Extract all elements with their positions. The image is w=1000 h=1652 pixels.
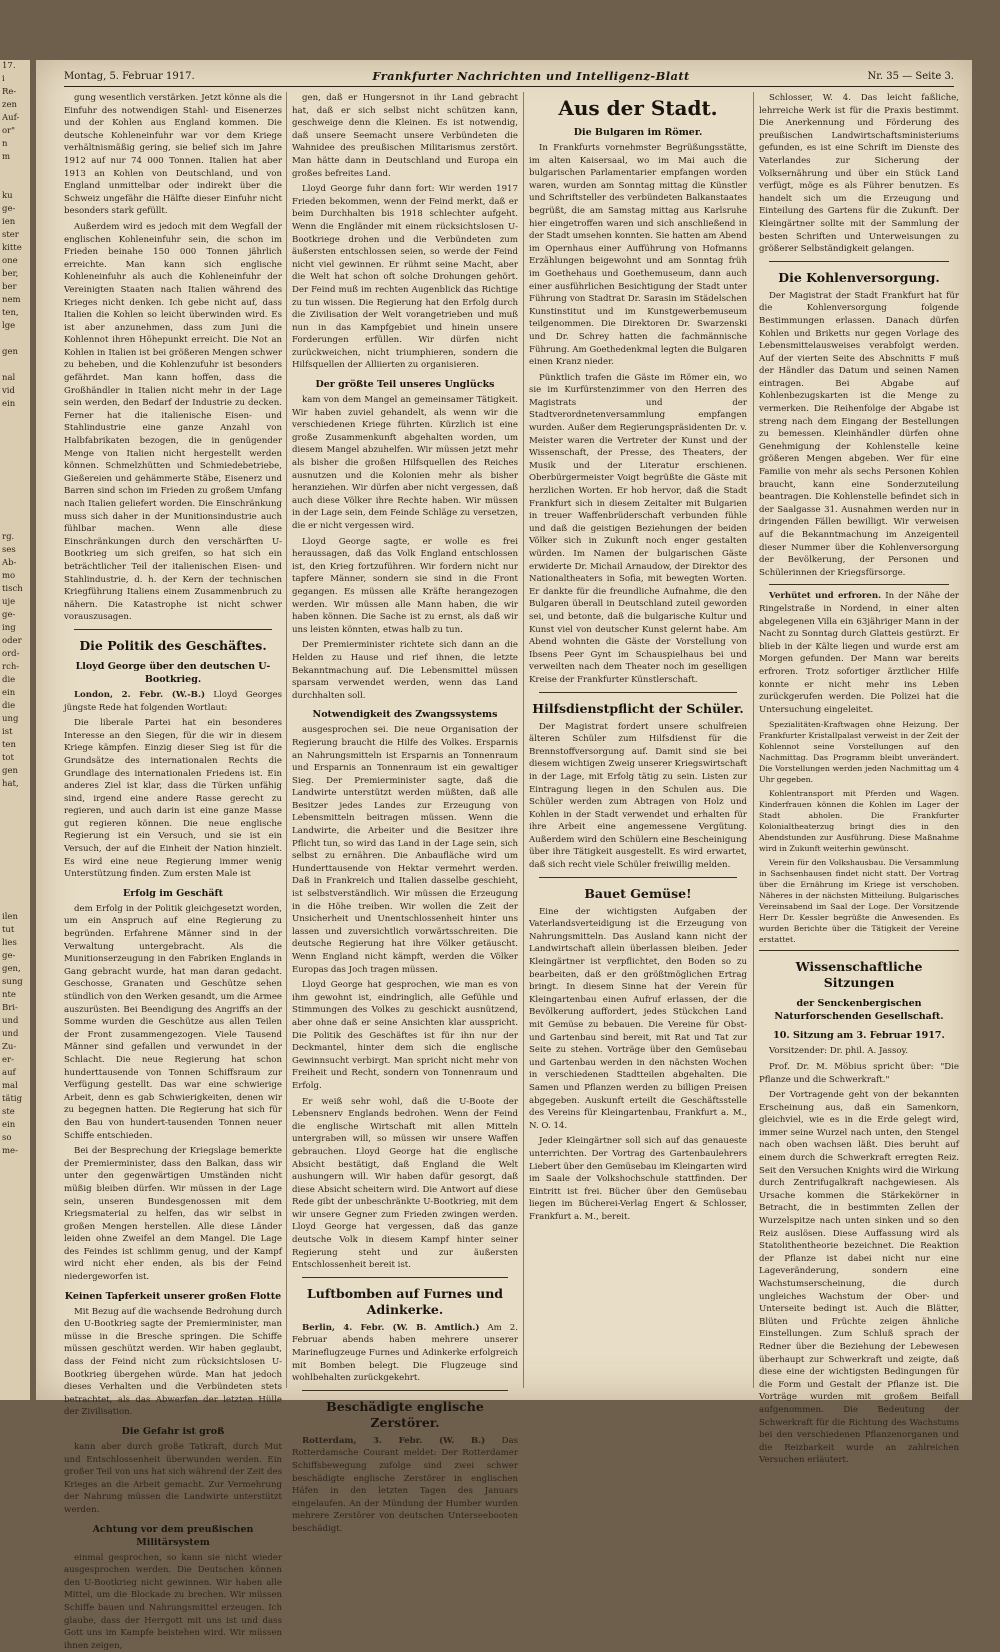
article-text: Das Rotterdamsche Courant meldet: Der Rotterdamer Schiffsbewegung zufolge sind zwei schwer beschädigte englische Zerstörer in englischen Häfen in den letzten Tagen des Januars eingelaufen. An der Mündung der Humber wurden mehrere Zerstörer von deutschen Unterseebooten beschädigt.: [292, 1435, 518, 1534]
article-paragraph: Kohlentransport mit Pferden und Wagen. Kinderfrauen können die Kohlen im Lager der Stadt abholen. Die Frankfurter Kolonialtheaterzug bringt dies in den Abendstunden zur Ausführung. Diese Maßnahme wird in Zukunft weiterhin gewünscht.: [759, 789, 959, 854]
article-paragraph: Lloyd George hat gesprochen, wie man es von ihm gewohnt ist, eindringlich, alle Gefühle und Stimmungen des Volkes zu geschickt ausnützend, aber ohne daß er seine Ansichten klar ausspricht. Die Politik des Geschäftes ist für ihn nur der Deckmantel, hinter dem sich die englische Gewinnsucht verbirgt. Man spricht nicht mehr von Freiheit und Recht, sondern von Tonnenraum und Erfolg.: [292, 980, 518, 1091]
headline-hilfsdienst: Hilfsdienstpflicht der Schüler.: [532, 700, 744, 716]
previous-page-text-fragment: sung: [2, 977, 23, 987]
previous-page-text-fragment: ste: [2, 1107, 15, 1117]
article-paragraph: Außerdem wird es jedoch mit dem Wegfall der englischen Kohleneinfuhr sein, die schon im Frieden beinahe 150 000 Tonnen jährlich erreichte. Man kann sich englische Kohleneinfuhr als auch die Kohleneinfuhr der Vereinigten Staaten nach Italien während des Krieges nicht denken. Ich gebe nicht auf, dass Italien die Kohlen so leicht überwinden wird. Es ist aber anzunehmen, dass zum Juni die Kohlennot ihren Höhepunkt erreicht. Die Not an Kohlen in Italien ist bei größeren Mengen schwer zu beheben, und die Kohlenzufuhr ist besonders gefährdet. Man kann hoffen, dass die Großhändler in Italien nicht mehr in der Lage sein werden, den Bedarf der Industrie zu decken. Ferner hat die italienische Eisen- und Stahlindustrie eine ganze Anzahl von Halbfabrikaten bezogen, die in genügender Menge von Italien nicht hergestellt werden können. Schmelzhütten und Schmiedebetriebe, Gießereien und gehämmerte Stäbe, Eisenerz und Barren sind schon im Frieden zu großem Umfang nach Italien geliefert worden. Die Einschränkung muss sich daher in der Munitionsindustrie auch fühlbar machen. Wenn alle diese Einschränkungen durch den verschärften U-Bootkrieg um sich greifen, so hat sich ein beträchtlicher Teil der italienischen Eisen- und Stahlindustrie, d. h. der Kern der technischen Kriegführung Italiens einem Zusammenbruch zu nähern. Die Katastrophe ist nicht schwer vorauszusagen.: [64, 221, 282, 623]
article-paragraph: [759, 590, 959, 716]
previous-page-text-fragment: Ab-: [2, 558, 17, 568]
article-paragraph: Bei der Besprechung der Kriegslage bemerkte der Premierminister, dass den Balkan, dass wir unter den gegenwärtigen Umständen nicht müßig bleiben dürfen. Wir müssen in der Lage sein, unseren Bundesgenossen mit dem Kriegsmaterial zu helfen, das wir selbst in großen Mengen herstellen. Alle diese Länder leiden ohne Zweifel an dem Mangel. Die Lage des Feindes ist schlimm genug, und der Kampf wird nicht eher enden, als bis der Feind niedergeworfen ist.: [64, 1146, 282, 1283]
article-paragraph: Mit Bezug auf die wachsende Bedrohung durch den U-Bootkrieg sagte der Premierminister, man müsse in die Bresche springen. Die Schiffe müssen geschützt werden. Wir haben geglaubt, dass der Feind nicht zum rücksichtslosen U-Bootkrieg übergehen würde. Man hat jedoch dieses Verhalten und die Verbündeten stets betrachtet, als das Abwerfen der letzten Hülle der Zivilisation.: [64, 1306, 282, 1418]
subheadline-lloyd-george: Lloyd George über den deutschen U-Bootkrieg.: [75, 660, 271, 685]
previous-page-text-fragment: 17.: [2, 61, 16, 71]
previous-page-text-fragment: ein: [2, 399, 16, 409]
article-paragraph: Der Magistrat der Stadt Frankfurt hat für die Kohlenversorgung folgende Bestimmungen erlassen. Danach dürfen Kohlen und Briketts nur gegen Vorlage des Lebensmittelausweises verabfolgt werden. Auf der vierten Seite des Abschnitts F muß der Händler das Datum und seinen Namen eintragen. Bei Abgabe auf Kohlenbezugskarten ist die Menge zu vermerken. Die Reihenfolge der Abgabe ist streng nach dem Eingang der Bestellungen zu bemessen. Kleinhändler dürfen ohne Genehmigung der Kohlenstelle keine größeren Mengen abgeben. Wer für eine Familie von mehr als sechs Personen Kohlen braucht, kann eine Sonderzuteilung beantragen. Die Kohlenstelle befindet sich in der Saalgasse 31. Ausnahmen werden nur in dringenden Fällen bewilligt. Wir verweisen auf die Bekanntmachung im Anzeigenteil dieser Nummer über die Kohlenversorgung der Bevölkerung, der Personen und Schülerinnen der Kriegsfürsorge.: [759, 290, 959, 578]
previous-page-text-fragment: gen,: [2, 964, 21, 974]
previous-page-text-fragment: or": [2, 126, 16, 136]
previous-page-text-fragment: tot: [2, 753, 14, 763]
header-date: Montag, 5. Februar 1917.: [64, 70, 195, 82]
previous-page-fragments-top: [0, 60, 30, 411]
previous-page-text-fragment: zen: [2, 100, 17, 110]
article-paragraph: Die liberale Partei hat ein besonderes Interesse an den Siegen, für die wir in diesem Kriege kämpfen. Einzig dieser Sieg ist für die Grundsätze des internationalen Rechts die Grundlage des internationalen Friedens ist. Ein anderes Ziel ist klar, dass die Türken unfähig sind, irgend eine andere Rasse gerecht zu regieren, und auch darin ist eine ganze Masse gut regieren können. Die neue englische Regierung ist ein Versuch, und sie ist ein Versuch, der auf die Einheit der Nation hinzielt. Es wird eine neue Regierung immer wenig Unterstützung finden. Zum ersten Male ist: [64, 718, 282, 880]
previous-page-text-fragment: gen: [2, 766, 18, 776]
article-paragraph: Spezialitäten-Kraftwagen ohne Heizung. Der Frankfurter Kristallpalast verweist in der Zeit der Kohlennot seine Vorstellungen auf den Nachmittag. Das Programm bleibt unverändert. Die Vorstellungen werden jeden Nachmittag um 4 Uhr gegeben.: [759, 720, 959, 785]
previous-page-text-fragment: Auf-: [2, 113, 20, 123]
session-speaker: Prof. Dr. M. Möbius spricht über: "Die Pflanze und die Schwerkraft.": [759, 1061, 959, 1085]
previous-page-text-fragment: [0, 164, 30, 177]
previous-page-text-fragment: [0, 333, 30, 346]
previous-page-text-fragment: ses: [2, 545, 16, 555]
headline-luftbomben: Luftbomben auf Furnes und Adinkerke.: [306, 1285, 504, 1317]
section-rule: [302, 1277, 508, 1278]
header-rule: [64, 86, 954, 87]
section-rule: [759, 950, 959, 951]
previous-page-text-fragment: so: [2, 1133, 12, 1143]
article-paragraph: ausgesprochen sei. Die neue Organisation der Regierung braucht die Hilfe des Volkes. Ersparnis an Nahrungsmitteln ist Ersparnis an Tonnenraum und Ersparnis an Tonnenraum ist ein gewaltiger Sieg. Der Premierminister sagte, daß die Landwirte unterstützt werden müßten, daß alle Besitzer jedes Landes zur Erzeugung von Lebensmitteln beitragen müssen. Wenn die Landwirte, die Arbeiter und die Besitzer ihre Pflicht tun, so wird das Land in der Lage sein, sich selbst zu ernähren. Die Anbaufläche wird um Hunderttausende von Hektar vermehrt werden. Daß in Frankreich und Italien dasselbe geschieht, ist selbstverständlich. Wir müssen die Erzeugung in die Höhe treiben. Wir wollen die Zeit der Unsicherheit und Unentschlossenheit hinter uns lassen und zuversichtlich vorwärtsschreiten. Die deutsche Regierung hat ihre Völker getäuscht. Wenn England nicht kämpft, werden die Völker Europas das Joch tragen müssen.: [292, 725, 518, 975]
previous-page-text-fragment: ten: [2, 740, 16, 750]
article-paragraph: einmal gesprochen, so kann sie nicht wieder ausgesprochen werden. Die Deutschen können den U-Bootkrieg nicht gewinnen. Wir haben alle Mittel, um die Blockade zu brechen. Wir müssen Schiffe bauen und Nahrungsmittel erzeugen. Ich glaube, dass der Herrgott mit uns ist und dass Gott uns im Kampfe beistehen wird. Wir müssen ihnen zeigen,: [64, 1552, 282, 1651]
dateline: London, 2. Febr. (W.-B.): [74, 689, 206, 700]
subheadline-flotte: Keinen Tapferkeit unserer großen Flotte: [64, 1290, 282, 1302]
previous-page-text-fragment: mo: [2, 571, 16, 581]
section-rule: [769, 584, 949, 585]
page-header: [64, 66, 954, 86]
dateline: Berlin, 4. Febr. (W. B. Amtlich.): [302, 1322, 480, 1333]
previous-page-text-fragment: ung: [2, 714, 19, 724]
article-text: In der Nähe der Ringelstraße in Nordend, in einer alten abgelegenen Villa ein 63jähriger Mann in der Nacht zu Sonntag durch Glatteis gestürzt. Er blieb in der Kälte liegen und wurde erst am Morgen gefunden. Der Mann war bereits erfroren. Trotz sofortiger ärztlicher Hilfe konnte er nicht mehr ins Leben zurückgerufen werden. Die Polizei hat die Untersuchung eingeleitet.: [759, 591, 960, 715]
article-paragraph: Pünktlich trafen die Gäste im Römer ein, wo sie im Kurfürstenzimmer von den Herren des Magistrats und der Stadtverordnetenversammlung empfangen wurden. Außer dem Regierungspräsidenten Dr. v. Meister waren die Vertreter der Kunst und der Wissenschaft, der Presse, des Theaters, der Musik und der Literatur erschienen. Oberbürgermeister Voigt begrüßte die Gäste mit herzlichen Worten. Er hob hervor, daß die Stadt Frankfurt sich in diesem Zeitalter mit Bulgarien in treuer Waffenbrüderschaft verbunden fühle und daß die geistigen Beziehungen der beiden Völker sich in Zukunft noch enger gestalten würden. Im Namen der bulgarischen Gäste erwiderte Dr. Michail Arnaudow, der Direktor des Nationaltheaters in Sofia, mit bewegten Worten. Er dankte für die freundliche Aufnahme, die den Bulgaren überall in Deutschland zuteil geworden sei, und betonte, daß die bulgarische Kultur und Kunst viel von deutscher Kunst gelernt habe. Am Abend wohnten die Gäste der Vorstellung von Ibsens Peer Gynt im Schauspielhaus bei und verweilten nach dem Theater noch im geselligen Kreise der Frankfurter Künstlerschaft.: [529, 372, 747, 685]
previous-page-text-fragment: Re-: [2, 87, 17, 97]
previous-page-text-fragment: uje: [2, 597, 16, 607]
article-paragraph: In Frankfurts vornehmster Begrüßungsstätte, im alten Kaisersaal, wo im Mai auch die bulgarischen Parlamentarier empfangen worden waren, wurden am Sonntag mittag die Künstler und Schriftsteller des verbündeten Balkanstaates begrüßt, die am Samstag mittag aus Karlsruhe hier eingetroffen waren und sich anschließend in der Stadt umsehen konnten. Sie hatten am Abend im Opernhaus einer Aufführung von Hofmanns Erzählungen beigewohnt und am Sonntag früh im Goethehaus und Goethemuseum, dann auch einer ausführlichen Besichtigung der Stadt unter Führung von Stadtrat Dr. Sarasin im Städelschen Kunstinstitut und im Kunstgewerbemuseum teilgenommen. Die Direktoren Dr. Swarzenski und Dr. Schrey hatten die fachmännische Führung. Am Goethedenkmal legten die Bulgaren einen Kranz nieder.: [529, 143, 747, 368]
header-paper-title: Frankfurter Nachrichten und Intelligenz-Blatt: [372, 69, 690, 83]
previous-page-text-fragment: ein: [2, 1120, 16, 1130]
article-paragraph: gen, daß er Hungersnot in ihr Land gebracht hat, daß er sich selbst nicht schützen kann, geschweige denn die Kleinen. Es ist notwendig, daß unsere Seemacht unsere Verbündeten die Wahnidee des preußischen Militarismus zerstört. Man hätte dann in Deutschland und Europa ein großes befreites Land.: [292, 93, 518, 179]
previous-page-text-fragment: tut: [2, 925, 15, 935]
previous-page-text-fragment: die: [2, 675, 16, 685]
headline-wissenschaftliche-sitzungen: Wissenschaftliche Sitzungen: [795, 959, 923, 991]
headline-gemuese: Bauet Gemüse!: [584, 885, 692, 901]
previous-page-text-fragment: mal: [2, 1081, 18, 1091]
session-chair: Vorsitzender: Dr. phil. A. Jassoy.: [769, 1046, 908, 1057]
newspaper-page: [36, 60, 972, 1651]
previous-page-text-fragment: ord-: [2, 649, 20, 659]
subheadline-erfolg: Erfolg im Geschäft: [122, 887, 224, 899]
subheadline-unglueck: Der größte Teil unseres Unglücks: [315, 379, 495, 391]
previous-page-text-fragment: ien: [2, 217, 16, 227]
section-rule: [769, 261, 949, 262]
previous-page-text-fragment: Bri-: [2, 1003, 18, 1013]
section-rule: [302, 1390, 508, 1391]
previous-page-text-fragment: und: [2, 1029, 19, 1039]
column-1: [64, 92, 283, 1651]
previous-page-text-fragment: nte: [2, 990, 16, 1000]
previous-page-text-fragment: kitte: [2, 243, 22, 253]
previous-page-text-fragment: ten,: [2, 308, 19, 318]
article-paragraph: Lloyd George fuhr dann fort: Wir werden 1917 Frieden bekommen, wenn der Feind merkt, daß er beim Durchhalten bis 1918 schlechter aufgeht. Wenn die Engländer mit einem rücksichtslosen U-Bootkriege drohen und die Verbündeten zum äußersten entschlossen seien, so werde der Feind nicht viel gewinnen. Er rühmt seine Macht, aber die Welt hat schon oft solche Drohungen gehört. Der Feind muß im rechten Augenblick das Richtige zu tun wissen. Die Regierung hat den Erfolg durch die Zivilisation der Welt vorangetrieben und muß nun in das Kampfgebiet und hinein unsere Forderungen erfüllen. Wir dürfen nicht zurückweichen, nicht triumphieren, sondern die Hilfsquellen der Alliierten zu organisieren.: [292, 184, 518, 371]
item-title: Verhütet und erfroren.: [769, 591, 882, 602]
previous-page-text-fragment: i: [2, 74, 5, 84]
previous-page-text-fragment: ku: [2, 191, 13, 201]
subheadline-militaersystem: Achtung vor dem preußischen Militärsystem: [92, 1523, 254, 1548]
article-paragraph: [292, 1322, 518, 1385]
article-paragraph: kam von dem Mangel an gemeinsamer Tätigkeit. Wir haben zuviel gehandelt, als wenn wir die verschiedenen Kriege führten. Kürzlich ist eine große Zusammenkunft abgehalten worden, um diesem Mangel abzuhelfen. Wir müssen jetzt mehr als bisher die großen Hilfsquellen des Reiches ausnutzen und die Kolonien mehr als bisher heranziehen. Wir dürfen aber nicht vergessen, daß auch diese Völker ihre Rechte haben. Wir müssen in der Lage sein, dem Feinde Schläge zu versetzen, die er nicht vergessen wird.: [292, 395, 518, 531]
previous-page-text-fragment: n: [2, 139, 8, 149]
previous-page-text-fragment: ge-: [2, 951, 16, 961]
previous-page-fragments-low: [0, 911, 30, 1158]
previous-page-text-fragment: auf: [2, 1068, 16, 1078]
headline-kohlenversorgung: Die Kohlenversorgung.: [778, 269, 940, 285]
subheadline-zwangssystem: Notwendigkeit des Zwangssystems: [312, 709, 498, 721]
previous-page-text-fragment: ist: [2, 727, 13, 737]
previous-page-text-fragment: ein: [2, 688, 16, 698]
column-4: [759, 92, 960, 1466]
article-paragraph: Der Magistrat fordert unsere schulfreien älteren Schüler zum Hilfsdienst für die Brennstoffversorgung auf. Damit sind sie bei diesem wichtigen Zweig unserer Kriegswirtschaft in der Lage, mit Erfolg tätig zu sein. Listen zur Eintragung liegen in den Schulen aus. Die Schüler werden zum Abtragen von Holz und Kohlen in der Stadt verwendet und erhalten für ihre Arbeit eine angemessene Vergütung. Außerdem wird den Schülern eine Bescheinigung über ihre Tätigkeit ausgestellt. Es wird erwartet, daß sich recht viele Schüler freiwillig melden.: [529, 721, 747, 871]
article-paragraph: Er weiß sehr wohl, daß die U-Boote der Lebensnerv Englands bedrohen. Wenn der Feind die englische Wirtschaft mit allen Mitteln untergraben will, so müssen wir unsere Waffen gebrauchen. Lloyd George hat die englische Absicht bestätigt, daß England die Welt aushungern will. Wir haben dafür gesorgt, daß diese Absicht scheitern wird. Die Antwort auf diese Rede gibt der unbeschränkte U-Bootkrieg, mit dem wir unsere Gegner zum Frieden zwingen werden. Lloyd George hat vergessen, daß das ganze deutsche Volk in diesem Kampf hinter seiner Regierung steht und zur äußersten Entschlossenheit bereit ist.: [292, 1096, 518, 1271]
article-paragraph: Lloyd George sagte, er wolle es frei heraussagen, daß das Volk England entschlossen ist, den Krieg fortzuführen. Wir fordern nicht nur tapfere Männer, sondern sie sind in die Front gegangen. Es müssen alle Kräfte herangezogen werden. Wir müssen alle Mann haben, die wir haben können. Die Sache ist zu ernst, als daß wir uns leisten könnten, etwas halb zu tun.: [292, 536, 518, 635]
section-title-aus-der-stadt: Aus der Stadt.: [558, 96, 718, 120]
previous-page-text-fragment: hat,: [2, 779, 19, 789]
column-divider: [753, 92, 754, 1388]
previous-page-text-fragment: me-: [2, 1146, 18, 1156]
previous-page-text-fragment: one: [2, 256, 18, 266]
article-paragraph: Der Premierminister richtete sich dann an die Helden zu Hause und rief ihnen, die letzte Bekanntmachung auf. Die Lebensmittel müssen sparsam verwendet werden, wenn das Land durchhalten soll.: [292, 640, 518, 701]
previous-page-text-fragment: ber,: [2, 269, 19, 279]
column-3: [529, 92, 747, 1392]
article-text: Lloyd Georges jüngste Rede hat folgenden Wortlaut:: [64, 689, 283, 713]
previous-page-text-fragment: ge-: [2, 610, 16, 620]
article-paragraph: gung wesentlich verstärken. Jetzt könne als die Einfuhr des notwendigen Stahl- und Eisenerzes und der Kohlen aus England kommen. Die deutsche Kohleneinfuhr war vor dem Kriege verhältnismäßig gering, sie belief sich im Jahre 1912 auf nur 74 000 Tonnen. Italien hat aber 1913 an Kohlen von Deutschland, und von England unmittelbar oder indirekt über die Schweiz ungefähr die Hälfte dieser Einfuhr nicht besonders stark gefüllt.: [64, 93, 282, 217]
previous-page-text-fragment: ge-: [2, 204, 16, 214]
previous-page-text-fragment: er-: [2, 1055, 14, 1065]
previous-page-text-fragment: lge: [2, 321, 16, 331]
previous-page-text-fragment: nal: [2, 373, 16, 383]
article-paragraph: Eine der wichtigsten Aufgaben der Vaterlandsverteidigung ist die Erzeugung von Nahrungsmitteln. Das Ausland kann nicht der Landwirtschaft allein überlassen bleiben. Jeder Kleingärtner ist verpflichtet, den Boden so zu bearbeiten, daß er den größtmöglichen Ertrag bringt. In diesem Sinne hat der Verein für Kleingartenbau einen Aufruf erlassen, der die Bevölkerung auffordert, jedes Stückchen Land mit Gemüse zu bebauen. Die Vereine für Obst- und Gartenbau sind bereit, mit Rat und Tat zur Seite zu stehen. Vorträge über den Gemüsebau und Gartenbau werden in den nächsten Wochen in verschiedenen Stadtteilen abgehalten. Die Samen und Pflanzen werden zu billigen Preisen abgegeben. Auskunft erteilt die Geschäftsstelle des Vereins für Kleingartenbau, Frankfurt a. M., N. O. 14.: [529, 906, 747, 1131]
previous-page-text-fragment: gen: [2, 347, 18, 357]
previous-page-text-fragment: und: [2, 1016, 19, 1026]
previous-page-text-fragment: Zu-: [2, 1042, 17, 1052]
previous-page-text-fragment: rg.: [2, 532, 15, 542]
previous-page-text-fragment: lies: [2, 938, 17, 948]
article-text: Am 2. Februar abends haben mehrere unserer Marineflugzeuge Furnes und Adinkerke erfolgreich mit Bomben belegt. Die Flugzeuge sind wohlbehalten zurückgekehrt.: [292, 1322, 518, 1384]
previous-page-text-fragment: m: [2, 152, 11, 162]
article-paragraph: kann aber durch große Tatkraft, durch Mut und Entschlossenheit überwunden werden. Ein großer Teil von uns hat sich während der Zeit des Krieges an die Arbeit gemacht. Zur Vermehrung der Nahrung müssen die Landwirte unterstützt werden.: [64, 1442, 282, 1515]
section-rule: [74, 629, 272, 630]
section-rule: [539, 692, 737, 693]
column-divider: [286, 92, 287, 1388]
article-paragraph: Schlosser, W. 4. Das leicht faßliche, lehrreiche Werk ist für die Praxis bestimmt. Die Anerkennung und Förderung des preußischen Landwirtschaftsministeriums gefunden, es ist eine Schrift im Dienste des Vaterlandes zur Sicherung der Volksernährung und über ein Stück Land verfügt, möge es als Führer benutzen. Es handelt sich um die Erzeugung und Einteilung des Gartens für die Zukunft. Der Kleingärtner sollte mit der Sammlung der besten Schriften und Unterweisungen zu größerer Selbständigkeit gelangen.: [759, 93, 959, 255]
previous-page-fragments-mid: [0, 531, 30, 791]
previous-page-text-fragment: [0, 177, 30, 190]
article-paragraph: [292, 1435, 518, 1536]
dateline: Rotterdam, 3. Febr. (W. B.): [302, 1435, 486, 1446]
headline-politik: Die Politik des Geschäftes.: [79, 637, 267, 653]
previous-page-text-fragment: vid: [2, 386, 15, 396]
previous-page-text-fragment: nem: [2, 295, 21, 305]
subheadline-senckenberg: der Senckenbergischen Naturforschenden Gesellschaft.: [774, 998, 944, 1023]
previous-page-text-fragment: oder: [2, 636, 22, 646]
previous-page-text-fragment: ber: [2, 282, 17, 292]
article-paragraph: Jeder Kleingärtner soll sich auf das genaueste unterrichten. Der Vortrag des Gartenbaulehrers Liebert über den Gemüsebau im Kleingarten wird im Saale der Volkshochschule stattfinden. Der Eintritt ist frei. Bücher über den Gemüsebau liegen im Bücherei-Verlag Engert & Schlosser, Frankfurt a. M., bereit.: [529, 1136, 747, 1222]
section-rule: [539, 877, 737, 878]
header-page-number: Nr. 35 — Seite 3.: [867, 70, 954, 82]
previous-page-text-fragment: [0, 359, 30, 372]
article-paragraph: [64, 689, 282, 714]
article-paragraph: dem Erfolg in der Politik gleichgesetzt worden, um ein Anspruch auf eine Regierung zu begründen. Erfahrene Männer sind in der Verwaltung untergebracht. Als die Munitionserzeugung in den Fabriken Englands in Gang gebracht wurde, hat man daran gedacht. Geschosse, Granaten und Geschütze sehen stündlich von den Werken gesandt, um die Armee auszurüsten. Bei Beendigung des Angriffs an der Somme wurden die Geschütze aus allen Teilen der Front zusammengezogen. Viele Tausend Männer sind gefallen und verwundet in der Schlacht. Die neue Regierung hat schon hunderttausende von Tonnen Schiffsraum zur Verfügung gestellt. Das war eine schwierige Arbeit, denn es gab Schwierigkeiten, denen wir zu begegnen hatten. Die Regierung hat sich für den Bau von hundert-tausenden Tonnen neuer Schiffe entschieden.: [64, 903, 282, 1141]
previous-page-text-fragment: ster: [2, 230, 19, 240]
session-title: 10. Sitzung am 3. Februar 1917.: [773, 1030, 945, 1042]
previous-page-edge: [0, 60, 30, 1400]
previous-page-text-fragment: ilen: [2, 912, 18, 922]
subheadline-bulgaren: Die Bulgaren im Römer.: [573, 127, 703, 138]
previous-page-text-fragment: tätig: [2, 1094, 23, 1104]
previous-page-text-fragment: ing: [2, 623, 16, 633]
previous-page-text-fragment: tisch: [2, 584, 23, 594]
column-divider: [523, 92, 524, 1388]
previous-page-text-fragment: die: [2, 701, 16, 711]
article-paragraph: Verein für den Volkshausbau. Die Versammlung in Sachsenhausen findet nicht statt. Der Vortrag über die Ernährung im Kriege ist verschoben. Näheres in der nächsten Mitteilung. Bulgarisches Vereinsabend im Saal der Loge. Der Vorsitzende Herr Dr. Kessler begrüßte die Anwesenden. Es wurden Berichte über die Tätigkeit der Vereine erstattet.: [759, 858, 959, 945]
previous-page-text-fragment: rch-: [2, 662, 20, 672]
headline-zerstoerer: Beschädigte englische Zerstörer.: [326, 1398, 484, 1430]
column-2: [292, 92, 518, 1534]
subheadline-gefahr: Die Gefahr ist groß: [121, 1426, 225, 1437]
article-paragraph: Der Vortragende geht von der bekannten Erscheinung aus, daß ein Samenkorn, gleichviel, wie es in die Erde gelegt wird, immer seine Wurzel nach unten, den Stengel nach oben wachsen läßt. Dies beruht auf einem durch die Schwerkraft erregten Reiz. Seit den Versuchen Knights wird die Wirkung durch Zentrifugalkraft nachgewiesen. Als Ursache kommen die Stärkekörner in Betracht, die in bestimmten Zellen der Wurzelspitze nach unten sinken und so den Reiz auslösen. Diese Auffassung wird als Statolithentheorie bezeichnet. Die Reaktion der Pflanze ist dabei nicht nur eine Lageveränderung, sondern eine Wachstumserscheinung, die durch ungleiches Wachstum der Ober- und Unterseite bedingt ist. Auch die Blätter, Blüten und Früchte zeigen ähnliche Einstellungen. Zum Schluß sprach der Redner über die Beziehung der Lebewesen überhaupt zur Schwerkraft und zeigte, daß diese eine der wichtigsten Bedingungen für die Form und Gestalt der Pflanze ist. Die Vorträge wurden mit großem Beifall aufgenommen. Die Bedeutung der Schwerkraft für die Richtung des Wachstums bei den verschiedenen Pflanzenorganen und die Reizbarkeit wurde an zahlreichen Versuchen erläutert.: [759, 1090, 959, 1466]
